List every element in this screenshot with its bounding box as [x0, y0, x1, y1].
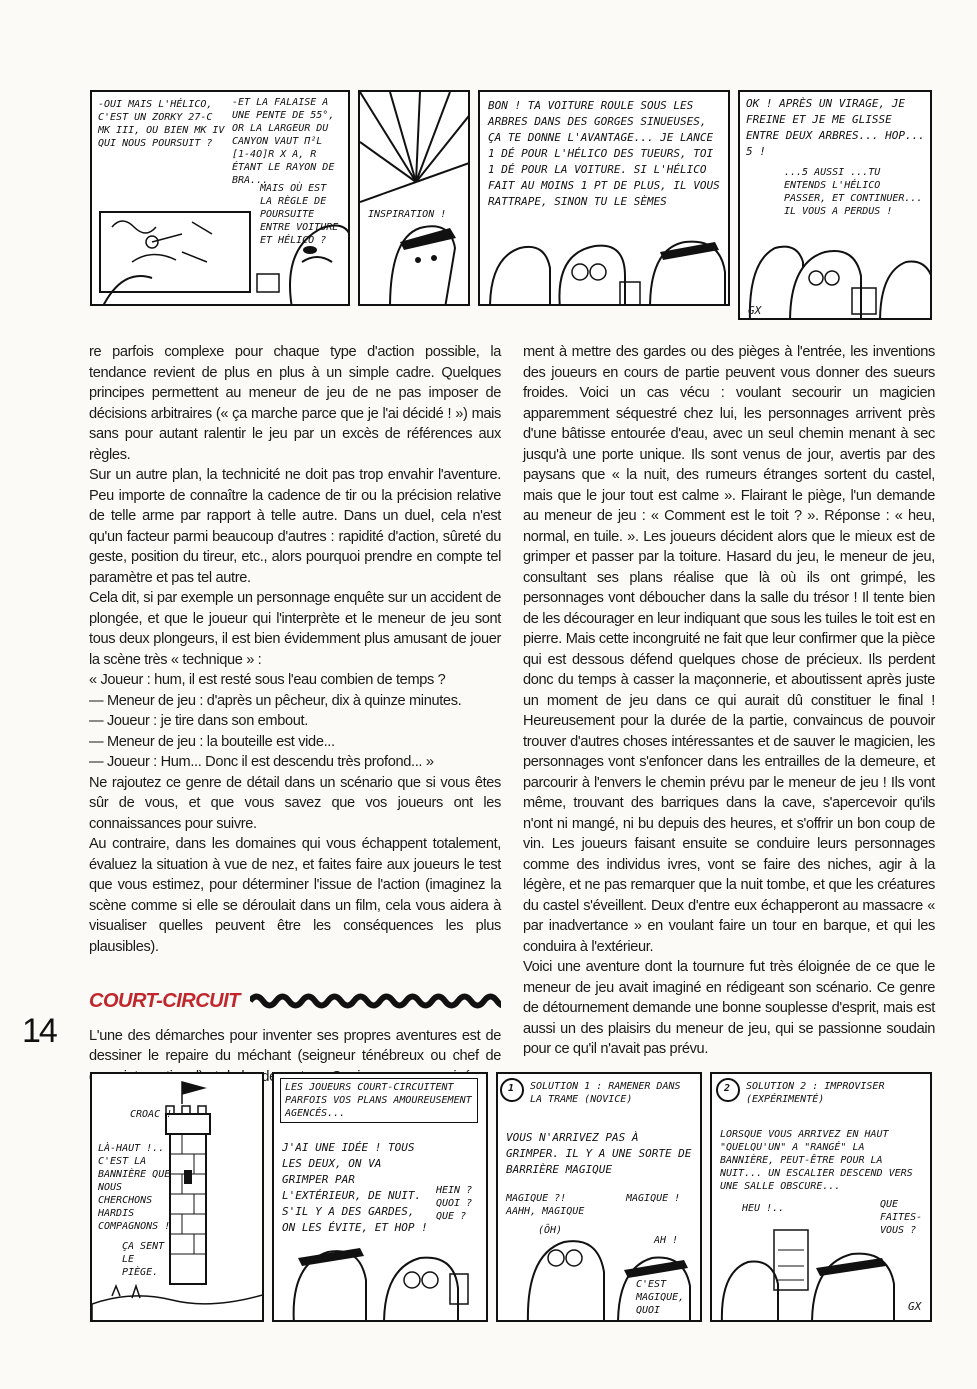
- section-title: COURT-CIRCUIT: [89, 990, 240, 1012]
- page-number: 14: [22, 1012, 56, 1050]
- bottom-panel-4-bubble-a: LORSQUE VOUS ARRIVEZ EN HAUT "QUELQU'UN" A "RANGÉ" LA BANNIÈRE, PEUT-ÊTRE POUR LA NUIT... UN ESCALIER DESCEND VERS UNE SALLE OBSCURE...: [720, 1129, 913, 1192]
- bottom-panel-3-bubble-b: MAGIQUE ?! AAHH, MAGIQUE: [506, 1193, 585, 1217]
- left-paragraph-4: Ne rajoutez ce genre de détail dans un scénario que si vous êtes sûr de vous, et que vous savez que vos joueurs ont les connaissances pour suivre.: [89, 774, 501, 832]
- left-paragraph-1: re parfois complexe pour chaque type d'action possible, la tendance revient de plus en plus à un simple cadre. Quelques principes permettent au meneur de jeu de ne pas imposer de décisions arbitraires (« ça marche parce que je l'ai décidé ! ») mais sans pour autant ralentir le jeu par un excès de références aux règles.: [89, 344, 501, 463]
- bottom-panel-4-signature: GX: [908, 1300, 922, 1313]
- article-right-column: [523, 342, 935, 1060]
- panel-1-bubble-a: -OUI MAIS L'HÉLICO, C'EST UN ZORKY 27-C MK III, OU BIEN MK IV QUI NOUS POURSUIT ?: [98, 99, 225, 149]
- bottom-panel-2-bubble-a: J'AI UNE IDÉE ! TOUS LES DEUX, ON VA GRIMPER PAR L'EXTÉRIEUR, DE NUIT. S'IL Y A DES GARDES, ON LES ÉVITE, ET HOP !: [282, 1141, 428, 1234]
- bottom-comic-strip: [0, 1068, 977, 1330]
- panel-1-bubble-b: -ET LA FALAISE A UNE PENTE DE 55°, OR LA LARGEUR DU CANYON VAUT Π²L [1-4O]R X A, R ÉTANT LE RAYON DE BRA...: [232, 97, 335, 186]
- dialogue-line-2: — Meneur de jeu : d'après un pêcheur, dix à quinze minutes.: [89, 692, 462, 709]
- bottom-panel-3-caption: SOLUTION 1 : RAMENER DANS LA TRAME (NOVICE): [530, 1081, 681, 1105]
- dialogue-line-3: — Joueur : je tire dans son embout.: [89, 713, 308, 729]
- right-paragraph-1: ment à mettre des gardes ou des pièges à l'entrée, les inventions des joueurs en cours de partie peuvent vous donner des sueurs froides. Voici un cas vécu : voulant secourir un magicien apparemment séquestré chez lui, les personnages arrivent près d'une bâtisse entourée d'eau, avec un seul chemin menant à sec jusqu'à une porte unique. Ils sont venus de jour, avertis par des paysans que « la nuit, des rumeurs étranges sortent du castel, mais que le jour tout est calme ». Flairant le piège, l'un demande au meneur de jeu : « Comment est le toit ? ». Réponse : « heu, normal, en tuile. ». Les joueurs décident alors que le mieux est de grimper et passer par la toiture. Hasard du jeu, le meneur de jeu, consultant ses plans réalise que là où ils ont grimpé, les personnages vont déboucher dans la salle du trésor ! Il tente bien de les décourager en leur indiquant que sous les tuiles le toit est en pierre. Mais cette incongruité ne fait que leur confirmer que la pièce qui est dessous défend quelques chose de précieux. Ils perdent donc du temps à casser la maçonnerie, et aboutissent après juste un moment de jeu dans ce qui aurait dû constituer le final ! Heureusement pour la durée de la partie, convaincus de pouvoir trouver d'autres choses intéressantes et de sauver le magicien, les personnages vont s'enfoncer dans les entrailles de la demeure, et parcourir à l'envers le chemin prévu par le meneur de jeu ! Ils vont même, trouvant des barriques dans la cave, s'apercevoir qu'ils n'ont ni mangé, ni bu depuis des heures, et s'offrir un bon coup de vin. Les joueurs faisant ensuite se conduire leurs personnages comme des individus ivres, vont se faire des niches, agir à la légère, et ne pas remarquer que la nuit tombe, et que les créatures du castel s'éveillent. Deux d'entre eux échapperont au massacre « par inadvertance » en voulant faire un tour en barque, et qui les conduira à l'extérieur.: [523, 344, 935, 955]
- bottom-panel-3-number: 1: [508, 1083, 515, 1094]
- panel-4-bubble-a: OK ! APRÈS UN VIRAGE, JE FREINE ET JE ME GLISSE ENTRE DEUX ARBRES... HOP... 5 !: [746, 97, 925, 158]
- left-paragraph-5: Au contraire, dans les domaines qui vous échappent totalement, évaluez la situation à vue de nez, et faites faire aux joueurs le test que vous estimez, pour déterminer l'issue de l'action (imaginez la scène comme si elle se déroulait dans un film, cela vous aidera à visualiser quelles peuvent être les conséquences les plus plausibles).: [89, 836, 501, 955]
- bottom-panel-1-croac: CROAC !: [130, 1109, 173, 1120]
- article-left-column: [89, 342, 501, 1087]
- bottom-panel-4-caption: SOLUTION 2 : IMPROVISER (EXPÉRIMENTÉ): [746, 1081, 885, 1105]
- panel-4-bubble-b: ...5 AUSSI ...TU ENTENDS L'HÉLICO PASSER, ET CONTINUER... IL VOUS A PERDUS !: [784, 167, 923, 217]
- panel-4-signature: GX: [748, 304, 762, 317]
- bottom-panel-2-bubble-b: HEIN ? QUOI ? QUE ?: [436, 1185, 473, 1222]
- top-comic-strip: [0, 80, 977, 330]
- bottom-panel-1-bubble-b: ÇA SENT LE PIÈGE.: [122, 1241, 165, 1278]
- right-paragraph-2: Voici une aventure dont la tournure fut très éloignée de ce que le meneur de jeu avait imaginé en rédigeant son scénario. Ce genre de détournement demande une bonne souplesse d'esprit, mais est aussi un des plaisirs du meneur de jeu, qui se passionne soudain pour ce qu'il n'avait pas prévu.: [523, 959, 935, 1057]
- left-paragraph-2: Sur un autre plan, la technicité ne doit pas trop envahir l'aventure. Peu importe de connaître la cadence de tir ou la précision relative de telle arme par rapport à telle autre. Dans un duel, cela n'est qu'un facteur parmi beaucoup d'autres : rapidité d'action, sûreté du geste, position du tireur, etc., alors pourquoi prendre en compte tel paramètre et pas tel autre.: [89, 467, 501, 586]
- wave-ornament: [250, 992, 501, 1010]
- bottom-panel-3-bubble-e: AH !: [654, 1235, 679, 1246]
- section-heading: [89, 991, 501, 1012]
- dialogue-line-1: « Joueur : hum, il est resté sous l'eau combien de temps ?: [89, 672, 446, 688]
- dialogue-line-5: — Joueur : Hum... Donc il est descendu très profond... »: [89, 754, 434, 770]
- bottom-panel-2: [272, 1072, 488, 1322]
- bottom-panel-2-caption: LES JOUEURS COURT-CIRCUITENT PARFOIS VOS PLANS AMOUREUSEMENT AGENCÉS...: [280, 1078, 478, 1123]
- dialogue-line-4: — Meneur de jeu : la bouteille est vide...: [89, 733, 335, 750]
- bottom-panel-4-number: 2: [724, 1083, 731, 1094]
- panel-3-bubble: BON ! TA VOITURE ROULE SOUS LES ARBRES DANS DES GORGES SINUEUSES, ÇA TE DONNE L'AVANTAGE... JE LANCE 1 DÉ POUR L'HÉLICO DES TUEURS, TOI 1 DÉ POUR LA VOITURE. SI L'HÉLICO FAIT AU MOINS 1 PT DE PLUS, IL VOUS RATTRAPE, SINON TU LE SÈMES: [488, 99, 720, 208]
- bottom-panel-4-bubble-b: QUE FAITES-VOUS ?: [880, 1199, 923, 1236]
- bottom-panel-1-bubble-a: LÀ-HAUT !.. C'EST LA BANNIÈRE QUE NOUS CHERCHONS HARDIS COMPAGNONS !: [98, 1143, 171, 1232]
- top-panel-1: [90, 90, 350, 306]
- bottom-panel-3-bubble-f: C'EST MAGIQUE, QUOI: [636, 1279, 685, 1316]
- top-panel-3: [478, 90, 730, 306]
- top-panel-2: [358, 90, 470, 306]
- bottom-panel-3: [496, 1072, 702, 1322]
- bottom-panel-3-bubble-c: MAGIQUE !: [626, 1193, 681, 1204]
- bottom-panel-4-bubble-c: HEU !..: [742, 1203, 785, 1214]
- section-paragraph-1: L'une des démarches pour inventer ses propres aventures est de dessiner le repaire du méchant (seigneur ténébreux ou chef de: [89, 1027, 501, 1064]
- panel-2-inspiration-drawing: [360, 92, 470, 306]
- bottom-panel-3-bubble-a: VOUS N'ARRIVEZ PAS À GRIMPER. IL Y A UNE SORTE DE BARRIÈRE MAGIQUE: [506, 1131, 692, 1176]
- panel-1-bubble-c: MAIS OÙ EST LA RÈGLE DE POURSUITE ENTRE VOITURE ET HÉLICO ?: [260, 183, 339, 246]
- left-paragraph-3: Cela dit, si par exemple un personnage enquête sur un accident de plongée, et que le joueur qui l'interprète et le meneur de jeu sont tous deux plongeurs, il est bien évidemment plus amusant de jouer la scène très « technique » :: [89, 590, 501, 668]
- panel-2-caption: INSPIRATION !: [368, 209, 447, 220]
- bottom-panel-4: [710, 1072, 932, 1322]
- bottom-panel-3-bubble-d: (ÔH): [538, 1225, 563, 1236]
- top-panel-4: [738, 90, 932, 320]
- bottom-panel-1: [90, 1072, 264, 1322]
